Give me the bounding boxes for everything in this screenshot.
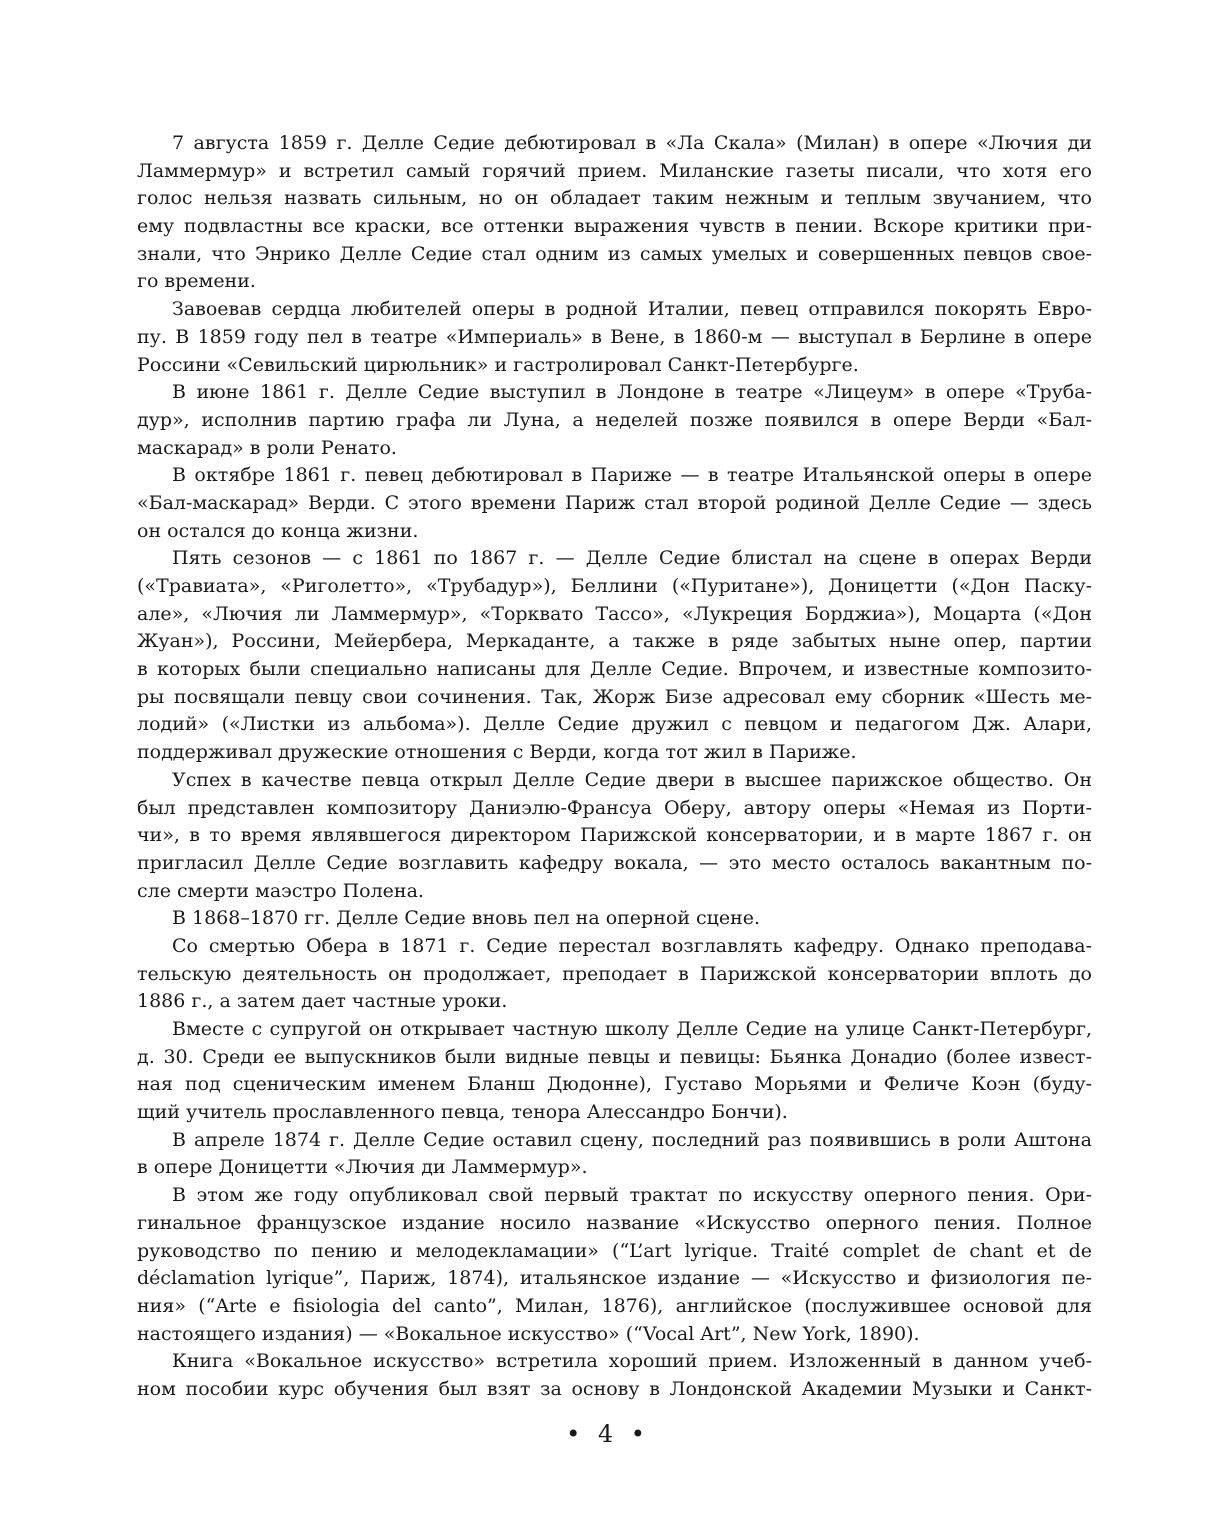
paragraph [137, 296, 1092, 379]
text-line: ная под сценическим именем Бланш Дюдонне), Густаво Морьями и Феличе Коэн (буду- [137, 1073, 1092, 1096]
text-line: знали, что Энрико Делле Седие стал одним из самых умелых и совершенных певцов свое- [137, 242, 1092, 265]
text-line: пригласил Делле Седие возглавить кафедру вокала, — это место осталось вакантным по- [137, 851, 1092, 874]
paragraph [137, 545, 1092, 767]
text-line: пу. В 1859 году пел в театре «Империаль» в Вене, в 1860-м — выступал в Берлине в опере [137, 325, 1092, 348]
text-line: д. 30. Среди ее выпускников были видные певцы и певицы: Бьянка Донадио (более извест- [137, 1045, 1092, 1068]
text-line: ном пособии курс обучения был взят за основу в Лондонской Академии Музыки и Санкт- [137, 1377, 1092, 1400]
text-line: сле смерти маэстро Полена. [137, 879, 424, 902]
text-line: В октябре 1861 г. певец дебютировал в Париже — в театре Итальянской оперы в опере [172, 464, 1092, 487]
paragraph [137, 462, 1092, 545]
paragraph [137, 767, 1092, 905]
text-line: Россини «Севильский цирюльник» и гастролировал Санкт-Петербурге. [137, 353, 859, 376]
text-line: ры посвящали певцу свои сочинения. Так, Жорж Бизе адресовал ему сборник «Шесть ме- [137, 685, 1092, 708]
text-line: чи», в то время являвшегося директором Парижской консерватории, и в марте 1867 г. он [137, 824, 1092, 847]
text-line: («Травиата», «Риголетто», «Трубадур»), Беллини («Пуритане»), Доницетти («Дон Паску- [137, 575, 1092, 597]
text-line: В 1868–1870 гг. Делле Седие вновь пел на оперной сцене. [172, 907, 761, 930]
text-line: Со смертью Обера в 1871 г. Седие перестал возглавлять кафедру. Однако преподава- [172, 934, 1092, 957]
paragraph [137, 1348, 1092, 1403]
text-line: дур», исполнив партию графа ли Луна, а неделей позже появился в опере Верди «Бал- [137, 408, 1092, 431]
text-line: гинальное французское издание носило название «Искусство оперного пения. Полное [137, 1211, 1092, 1234]
bullet-ornament-right: • [630, 1420, 645, 1448]
paragraph [137, 1182, 1092, 1348]
page-number-footer [0, 1420, 1211, 1448]
paragraph [137, 1127, 1092, 1182]
paragraph [137, 130, 1092, 296]
text-line: Ламмермур» и встретил самый горячий прием. Миланские газеты писали, что хотя его [137, 159, 1092, 182]
text-line: он остался до конца жизни. [137, 519, 419, 542]
text-line: поддерживал дружеские отношения с Верди, когда тот жил в Париже. [137, 741, 857, 764]
text-line: настоящего издания) — «Вокальное искусство» (“Vocal Art”, New York, 1890). [137, 1322, 920, 1345]
text-line: 7 августа 1859 г. Делле Седие дебютировал в «Ла Скала» (Милан) в опере «Лючия ди [172, 132, 1092, 154]
paragraph [137, 933, 1092, 1016]
text-line: ния» (“Arte e fisiologia del canto”, Милан, 1876), английское (послужившее основой для [137, 1294, 1092, 1317]
text-line: в которых были специально написаны для Делле Седие. Впрочем, и известные композито- [137, 658, 1092, 681]
page-body-text [137, 130, 1092, 1404]
text-line: в опере Доницетти «Лючия ди Ламмермур». [137, 1156, 588, 1179]
text-line: Пять сезонов — с 1861 по 1867 г. — Делле Седие блистал на сцене в операх Верди [172, 547, 1092, 570]
text-line: Завоевав сердца любителей оперы в родной Италии, певец отправился покорять Евро- [172, 298, 1092, 321]
text-line: déclamation lyrique”, Париж, 1874), итальянское издание — «Искусство и физиология пе- [137, 1267, 1092, 1290]
text-line: 1886 г., а затем дает частные уроки. [137, 990, 508, 1013]
text-line: Жуан»), Россини, Мейербера, Меркаданте, а также в ряде забытых ныне опер, партии [137, 630, 1092, 653]
text-line: «Бал-маскарад» Верди. С этого времени Париж стал второй родиной Делле Седие — здесь [137, 491, 1092, 514]
page-number: 4 [597, 1420, 614, 1448]
text-line: В этом же году опубликовал свой первый трактат по искусству оперного пения. Ори- [172, 1184, 1092, 1207]
text-line: руководство по пению и мелодекламации» (“L’art lyrique. Traité complet de chant et de [137, 1239, 1092, 1262]
bullet-ornament-left: • [566, 1420, 581, 1448]
paragraph [137, 1016, 1092, 1127]
text-line: был представлен композитору Даниэлю-Франсуа Оберу, автору оперы «Немая из Порти- [137, 796, 1092, 819]
text-line: В июне 1861 г. Делле Седие выступил в Лондоне в театре «Лицеум» в опере «Труба- [172, 381, 1092, 404]
text-line: Вместе с супругой он открывает частную школу Делле Седие на улице Санкт-Петербург, [172, 1018, 1092, 1040]
paragraph [137, 905, 1092, 933]
text-line: го времени. [137, 270, 256, 293]
text-line: В апреле 1874 г. Делле Седие оставил сцену, последний раз появившись в роли Аштона [172, 1128, 1092, 1151]
paragraph [137, 379, 1092, 462]
text-line: Книга «Вокальное искусство» встретила хороший прием. Изложенный в данном учеб- [172, 1350, 1092, 1373]
text-line: маскарад» в роли Ренато. [137, 436, 397, 459]
text-line: ему подвластны все краски, все оттенки выражения чувств в пении. Вскоре критики при- [137, 215, 1092, 238]
text-line: щий учитель прославленного певца, тенора Алессандро Бончи). [137, 1101, 788, 1124]
text-line: голос нельзя назвать сильным, но он обладает таким нежным и теплым звучанием, что [137, 187, 1092, 210]
text-line: тельскую деятельность он продолжает, преподает в Парижской консерватории вплоть до [137, 962, 1092, 985]
text-line: Успех в качестве певца открыл Делле Седие двери в высшее парижское общество. Он [172, 768, 1092, 791]
text-line: лодий» («Листки из альбома»). Делле Седие дружил с певцом и педагогом Дж. Алари, [137, 713, 1092, 736]
text-line: але», «Лючия ли Ламмермур», «Торквато Тассо», «Лукреция Борджиа»), Моцарта («Дон [137, 602, 1092, 625]
